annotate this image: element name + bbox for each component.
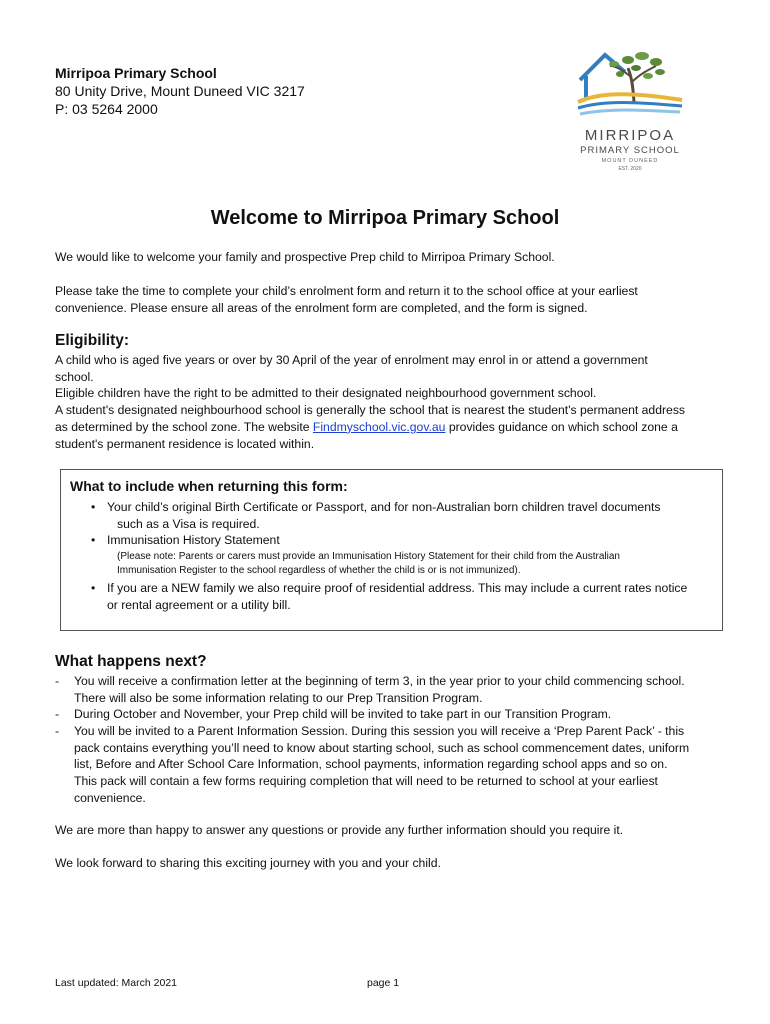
include-item3-line2: or rental agreement or a utility bill. (107, 597, 291, 612)
page-title: Welcome to Mirripoa Primary School (210, 207, 560, 229)
eligibility-heading: Eligibility: (55, 332, 130, 349)
school-address-block (55, 64, 305, 118)
include-item2-text: Immunisation History Statement (107, 533, 280, 547)
intro-paragraph-2 (55, 283, 715, 316)
school-name: Mirripoa Primary School (55, 65, 217, 81)
bullet-icon: • (91, 500, 96, 514)
include-heading: What to include when returning this form: (70, 478, 348, 494)
eligibility-line1: A child who is aged five years or over by 30 April of the year of enrolment may enrol in or attend a government (55, 353, 648, 367)
bullet-icon: • (91, 533, 96, 547)
school-street: 80 Unity Drive, Mount Duneed VIC 3217 (55, 83, 305, 99)
eligibility-line2: school. (55, 369, 94, 384)
include-item-immunisation (91, 532, 717, 549)
include-item1-line1: Your child’s original Birth Certificate or Passport, and for non-Australian born children travel documents (107, 500, 661, 514)
include-item-proof-address (91, 580, 717, 613)
eligibility-line3: Eligible children have the right to be admitted to their designated neighbourhood government school. (55, 386, 597, 401)
findmyschool-link[interactable]: Findmyschool.vic.gov.au (312, 419, 446, 434)
closing-paragraph-1: We are more than happy to answer any questions or provide any further information should you require it. (55, 823, 624, 837)
logo-text-primary-school: PRIMARY SCHOOL (580, 145, 680, 156)
eligibility-line5-after: provides guidance on which school zone a (445, 419, 678, 434)
dash-marker: - (55, 724, 60, 738)
include-item-birth-certificate (91, 499, 717, 532)
include-item1-line2: such as a Visa is required. (117, 516, 260, 531)
intro-paragraph-1: We would like to welcome your family and prospective Prep child to Mirripoa Primary School. (55, 250, 555, 264)
dash-marker: - (55, 674, 60, 688)
school-logo (570, 40, 690, 175)
include-item3-line1: If you are a NEW family we also require proof of residential address. This may include a current rates notice (107, 581, 688, 595)
eligibility-line4: A student's designated neighbourhood school is generally the school that is nearest the student's permanent address (55, 403, 686, 418)
next-item3-line5: convenience. (74, 790, 146, 805)
eligibility-text (55, 352, 715, 452)
logo-emblem-icon (570, 40, 690, 175)
note-line1: (Please note: Parents or carers must provide an Immunisation History Statement for their child from the Australian (117, 551, 620, 562)
eligibility-line5 (55, 419, 715, 436)
school-phone: P: 03 5264 2000 (55, 101, 158, 117)
next-item3-line1: You will be invited to a Parent Information Session. During this session you will receive a ‘Prep Parent Pack’ - this (74, 724, 685, 738)
note-line2: Immunisation Register to the school regardless of whether the child is or is not immunized). (117, 565, 521, 576)
next-item3-line3: list, Before and After School Care Information, school payments, information regarding school apps and so on. (74, 757, 668, 772)
bullet-icon: • (91, 581, 96, 595)
logo-text-mount-duneed: MOUNT DUNEED (601, 158, 659, 164)
include-box (60, 469, 723, 631)
logo-text-mirripoa: MIRRIPOA (584, 127, 676, 144)
next-item1-line1: You will receive a confirmation letter at the beginning of term 3, in the year prior to your child commencing school. (74, 674, 685, 688)
intro-p2-line2: convenience. Please ensure all areas of the enrolment form are completed, and the form is signed. (55, 300, 588, 315)
eligibility-line5-before: as determined by the school zone. The website (55, 419, 313, 434)
immunisation-note (117, 550, 677, 578)
next-item-confirmation (55, 673, 720, 706)
next-item-parent-session (55, 723, 720, 807)
eligibility-line6: student's permanent residence is located within. (55, 436, 315, 451)
next-item-transition (55, 706, 720, 723)
intro-p2-line1: Please take the time to complete your child’s enrolment form and return it to the school office at your earliest (55, 284, 638, 298)
next-item1-line2: There will also be some information relating to our Prep Transition Program. (74, 690, 483, 705)
footer-last-updated: Last updated: March 2021 (55, 977, 178, 989)
next-item3-line4: This pack will contain a few forms requiring completion that will need to be returned to school at your earliest (74, 774, 658, 789)
closing-paragraph-2: We look forward to sharing this exciting journey with you and your child. (55, 856, 441, 870)
next-item3-line2: pack contains everything you’ll need to know about starting school, such as school commencement dates, uniform (74, 740, 690, 755)
next-heading: What happens next? (55, 653, 207, 670)
logo-text-established: EST. 2020 (618, 166, 642, 172)
dash-marker: - (55, 707, 60, 721)
next-item2-text: During October and November, your Prep child will be invited to take part in our Transition Program. (74, 707, 612, 721)
footer-page-number: page 1 (367, 977, 400, 989)
